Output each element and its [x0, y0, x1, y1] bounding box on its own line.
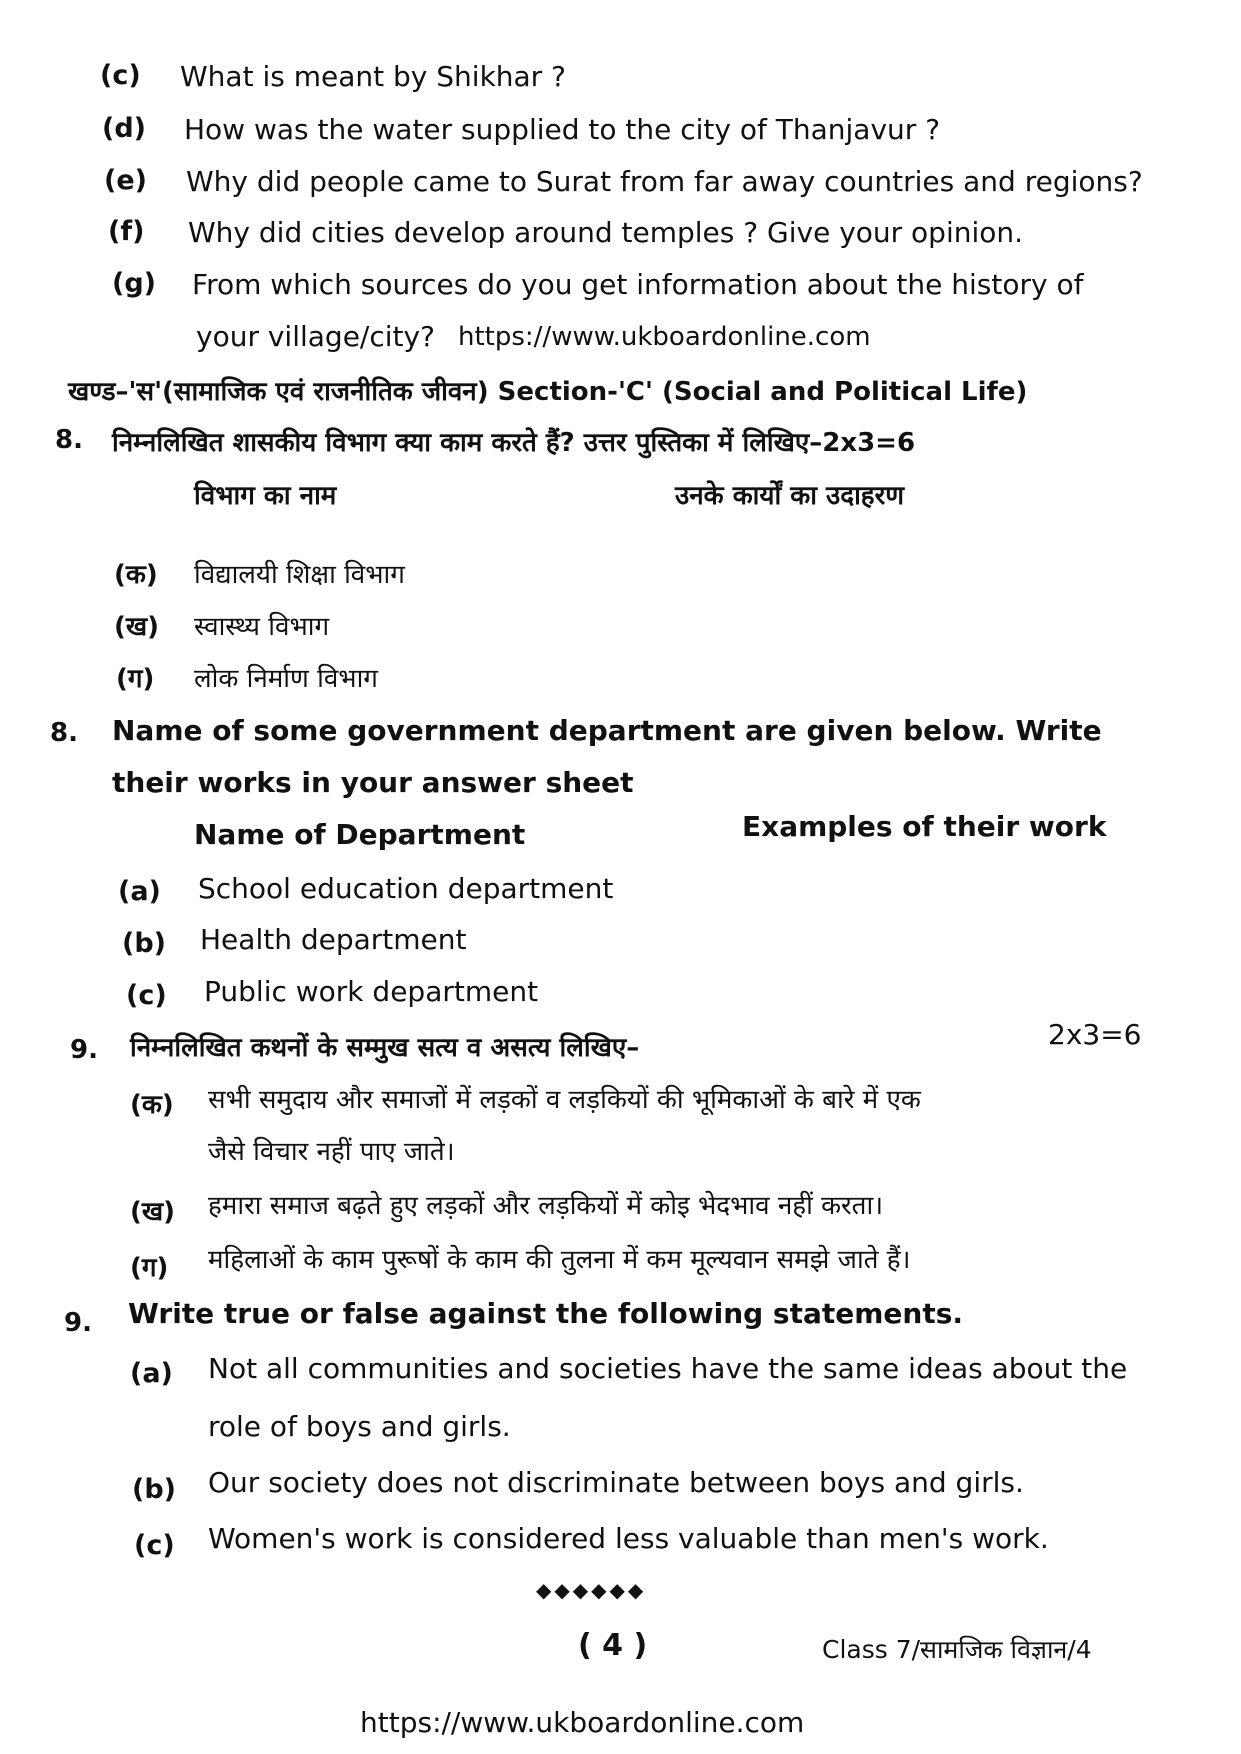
question-text: From which sources do you get information about the history of — [192, 268, 1084, 301]
page-number: ( 4 ) — [578, 1628, 648, 1663]
question-text-continued: your village/city? — [196, 320, 435, 353]
marks: 2x3=6 — [1048, 1018, 1142, 1051]
item-label: (ख) — [114, 612, 160, 642]
question-text: Name of some government department are given below. Write — [112, 714, 1102, 747]
decorative-divider: ◆◆◆◆◆◆ — [536, 1578, 647, 1602]
question-text: Write true or false against the following statements. — [128, 1297, 964, 1330]
item-text: School education department — [198, 872, 614, 905]
question-number: 8. — [55, 425, 83, 455]
question-number: 9. — [64, 1308, 92, 1338]
item-text: Public work department — [204, 975, 539, 1008]
column-header: उनके कार्यों का उदाहरण — [675, 481, 905, 511]
item-label: (ग) — [130, 1253, 169, 1283]
item-label: (a) — [118, 876, 161, 907]
item-text-continued: role of boys and girls. — [208, 1410, 511, 1443]
inline-url: https://www.ukboardonline.com — [458, 322, 871, 352]
question-label: (c) — [100, 60, 141, 91]
question-label: (d) — [102, 113, 147, 144]
item-text: Not all communities and societies have the same ideas about the — [208, 1352, 1128, 1385]
item-text: हमारा समाज बढ़ते हुए लड़कों और लड़कियों में कोइ भेदभाव नहीं करता। — [208, 1191, 884, 1221]
question-number: 9. — [70, 1035, 98, 1065]
question-text: Why did people came to Surat from far away countries and regions? — [186, 165, 1143, 198]
item-text: Health department — [200, 923, 467, 956]
item-text: लोक निर्माण विभाग — [194, 664, 378, 694]
item-label: (ख) — [130, 1197, 176, 1227]
item-label: (c) — [134, 1530, 175, 1561]
item-label: (b) — [132, 1474, 177, 1505]
class-code: Class 7/सामजिक विज्ञान/4 — [822, 1635, 1092, 1664]
question-label: (f) — [108, 216, 145, 247]
item-text-continued: जैसे विचार नहीं पाए जाते। — [208, 1137, 455, 1167]
column-header: Name of Department — [194, 818, 526, 851]
question-number: 8. — [50, 718, 78, 748]
item-label: (c) — [126, 980, 167, 1011]
question-text: निम्नलिखित शासकीय विभाग क्या काम करते हैं? उत्तर पुस्तिका में लिखिए–2x3=6 — [112, 428, 916, 458]
question-text-continued: their works in your answer sheet — [112, 766, 634, 799]
question-text: Why did cities develop around temples ? Give your opinion. — [188, 216, 1024, 249]
item-label: (ग) — [116, 664, 155, 694]
section-heading: खण्ड–'स'(सामाजिक एवं राजनीतिक जीवन) Section-'C' (Social and Political Life) — [68, 377, 1028, 407]
question-text: What is meant by Shikhar ? — [180, 60, 566, 93]
item-label: (क) — [114, 560, 158, 590]
item-text: विद्यालयी शिक्षा विभाग — [194, 560, 405, 590]
item-text: सभी समुदाय और समाजों में लड़कों व लड़कियों की भूमिकाओं के बारे में एक — [208, 1085, 921, 1115]
footer-url: https://www.ukboardonline.com — [360, 1706, 805, 1739]
item-text: स्वास्थ्य विभाग — [194, 612, 330, 642]
question-label: (g) — [112, 268, 157, 299]
item-text: Our society does not discriminate between boys and girls. — [208, 1466, 1024, 1499]
column-header: Examples of their work — [742, 810, 1107, 843]
item-text: महिलाओं के काम पुरूषों के काम की तुलना में कम मूल्यवान समझे जाते हैं। — [208, 1245, 911, 1275]
column-header: विभाग का नाम — [194, 481, 337, 511]
item-label: (a) — [130, 1358, 173, 1389]
item-text: Women's work is considered less valuable than men's work. — [208, 1522, 1049, 1555]
question-label: (e) — [104, 165, 147, 196]
question-text: How was the water supplied to the city of Thanjavur ? — [184, 113, 941, 146]
item-label: (क) — [130, 1090, 174, 1120]
item-label: (b) — [122, 928, 167, 959]
question-text: निम्नलिखित कथनों के सम्मुख सत्य व असत्य लिखिए– — [130, 1033, 640, 1063]
